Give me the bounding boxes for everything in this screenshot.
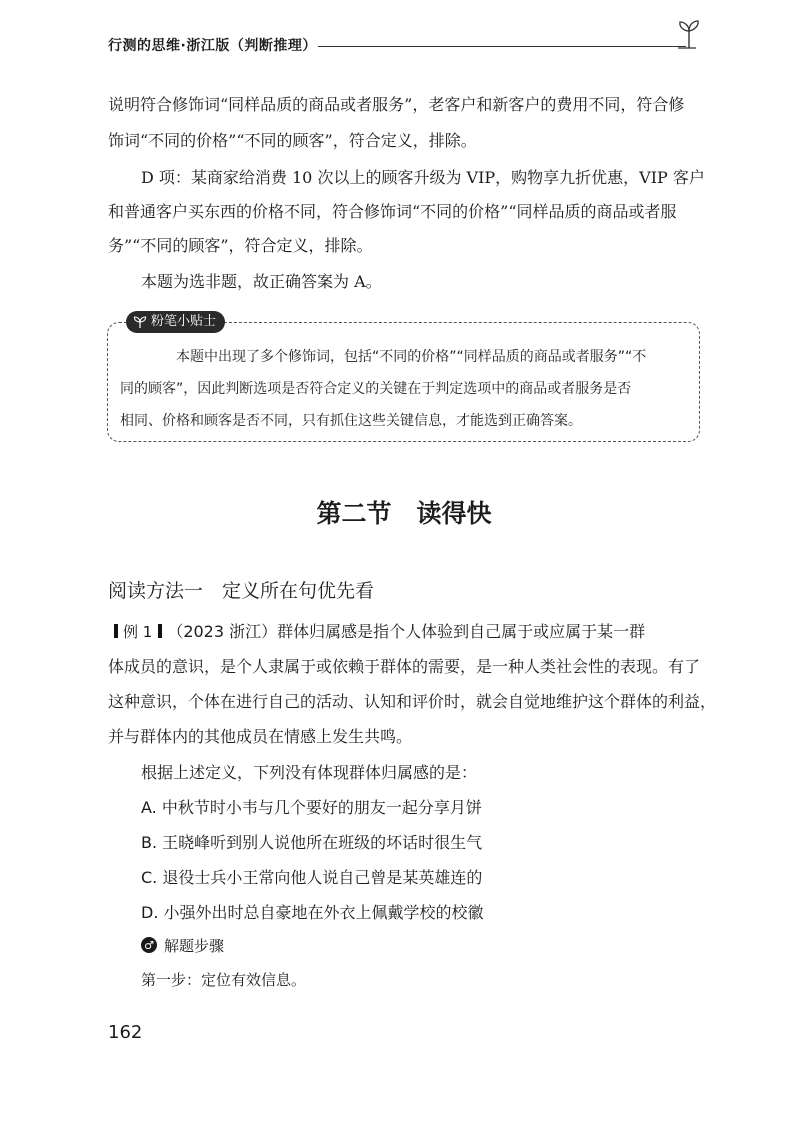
running-header-title: 行测的思维·浙江版（判断推理） — [108, 38, 317, 54]
text-line: 同的顾客”，因此判断选项是否符合定义的关键在于判定选项中的商品或者服务是否 — [120, 381, 632, 397]
text-line: 和普通客户买东西的价格不同，符合修饰词“不同的价格”“同样品质的商品或者服 — [108, 202, 677, 221]
example-text: （2023 浙江）群体归属感是指个人体验到自己属于或应属于某一群 — [167, 622, 646, 641]
tip-text — [120, 341, 646, 437]
text-line: 本题为选非题，故正确答案为 A。 — [141, 272, 382, 291]
paragraph-option-c-analysis — [108, 87, 684, 159]
tip-label-text: 粉笔小贴士 — [151, 314, 217, 329]
text-line: 饰词“不同的价格”“不同的顾客”，符合定义，排除。 — [108, 131, 477, 150]
text-line: 体成员的意识，是个人隶属于或依赖于群体的需要，是一种人类社会性的表现。有了 — [108, 657, 701, 676]
example-tag: 例 1 — [123, 623, 153, 641]
solution-steps-heading — [141, 934, 224, 956]
paragraph-answer-conclusion — [141, 265, 382, 299]
step-one: 第一步：定位有效信息。 — [141, 971, 307, 989]
option-d: D. 小强外出时总自豪地在外衣上佩戴学校的校徽 — [141, 903, 484, 922]
question-block — [141, 755, 484, 930]
tip-label — [126, 311, 225, 333]
sprout-icon — [132, 315, 148, 329]
text-line: 务”“不同的顾客”，符合定义，排除。 — [108, 236, 373, 255]
text-line — [108, 614, 716, 649]
sprout-icon — [674, 18, 704, 50]
example-passage — [108, 614, 716, 754]
option-c: C. 退役士兵小王常向他人说自己曾是某英雄连的 — [141, 868, 483, 887]
section-title: 第二节 读得快 — [316, 499, 492, 528]
solution-steps-label: 解题步骤 — [164, 936, 225, 955]
text-line: 这种意识，个体在进行自己的活动、认知和评价时，就会自觉地维护这个群体的利益， — [108, 692, 717, 711]
text-line: D 项：某商家给消费 10 次以上的顾客升级为 VIP，购物享九折优惠，VIP 客户 — [141, 168, 705, 187]
tag-bar-left — [114, 624, 118, 638]
text-line: 并与群体内的其他成员在情感上发生共鸣。 — [108, 727, 413, 746]
running-header-rule — [318, 46, 686, 47]
option-a: A. 中秋节时小韦与几个要好的朋友一起分享月饼 — [141, 798, 482, 817]
paragraph-option-d-analysis — [108, 161, 705, 263]
page-number: 162 — [108, 1022, 143, 1043]
option-b: B. 王晓峰听到别人说他所在班级的坏话时很生气 — [141, 833, 483, 852]
method-title: 阅读方法一 定义所在句优先看 — [108, 580, 375, 602]
text-line: 相同、价格和顾客是否不同，只有抓住这些关键信息，才能选到正确答案。 — [120, 413, 582, 429]
question-stem: 根据上述定义，下列没有体现群体归属感的是： — [141, 763, 478, 782]
tag-bar-right — [158, 624, 162, 638]
text-line: 本题中出现了多个修饰词，包括“不同的价格”“同样品质的商品或者服务”“不 — [176, 349, 647, 365]
solution-steps-icon: ♂ — [141, 937, 157, 953]
text-line: 说明符合修饰词“同样品质的商品或者服务”，老客户和新客户的费用不同，符合修 — [108, 95, 685, 114]
